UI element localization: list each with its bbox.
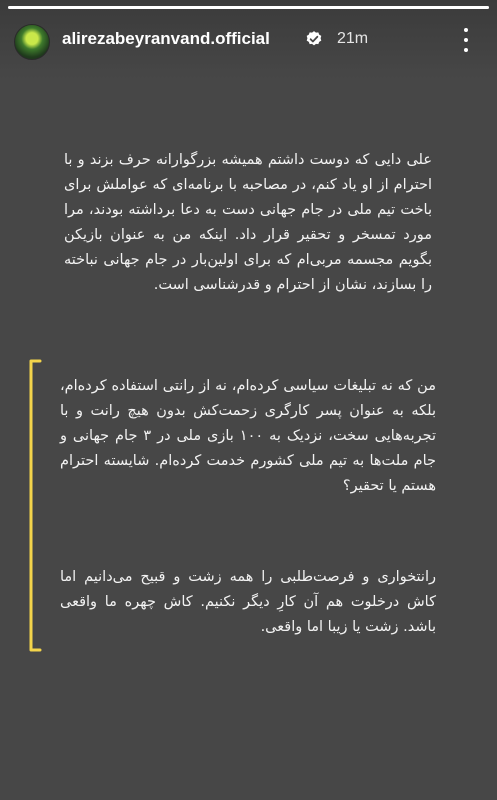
profile-avatar[interactable]: [14, 24, 50, 60]
story-progress-bar: [8, 6, 489, 9]
story-paragraph-2: من که نه تبلیغات سیاسی کرده‌ام، نه از رانتی استفاده کرده‌ام، بلکه به عنوان پسر کارگری زحمت‌کش بدون هیچ رانت و با تجربه‌هایی سخت، نزدیک به ۱۰۰ بازی ملی در ۳ جام جهانی و جام ملت‌ها به تیم ملی کشورم خدمت کرده‌ام. شایسته احترام هستم یا تحقیر؟: [60, 378, 437, 494]
story-progress-fill: [8, 6, 489, 9]
more-vertical-icon: [464, 48, 468, 52]
username-link[interactable]: alirezabeyranvand.official: [62, 29, 270, 48]
quote-bracket: [28, 358, 42, 653]
story-paragraph-3: رانتخواری و فرصت‌طلبی را همه زشت و قبیح می‌دانیم اما کاش درخلوت هم آن کارِ دیگر نکنیم. کاش چهره ما واقعی باشد. زشت یا زیبا اما واقعی.: [60, 569, 436, 635]
post-time: 21m: [337, 30, 369, 47]
more-vertical-icon: [464, 38, 468, 42]
story-paragraph-1: علی دایی که دوست داشتم همیشه بزرگوارانه حرف بزند و با احترام از او یاد کنم، در مصاحبه با برنامه‌ای که عواملش برای باخت تیم ملی در جام جهانی دست به دعا برداشته بودند، مرا مورد تمسخر و تحقیر قرار داد. اینکه من به عنوان بازیکن بگویم مجسمه مربی‌ام که برای اولین‌بار در جام جهانی نباخته را بسازند، نشان از احترام و قدرشناسی است.: [64, 152, 432, 293]
more-options-button[interactable]: [456, 26, 476, 54]
story-header: [0, 0, 497, 80]
more-vertical-icon: [464, 28, 468, 32]
verified-badge-icon: [305, 30, 323, 48]
